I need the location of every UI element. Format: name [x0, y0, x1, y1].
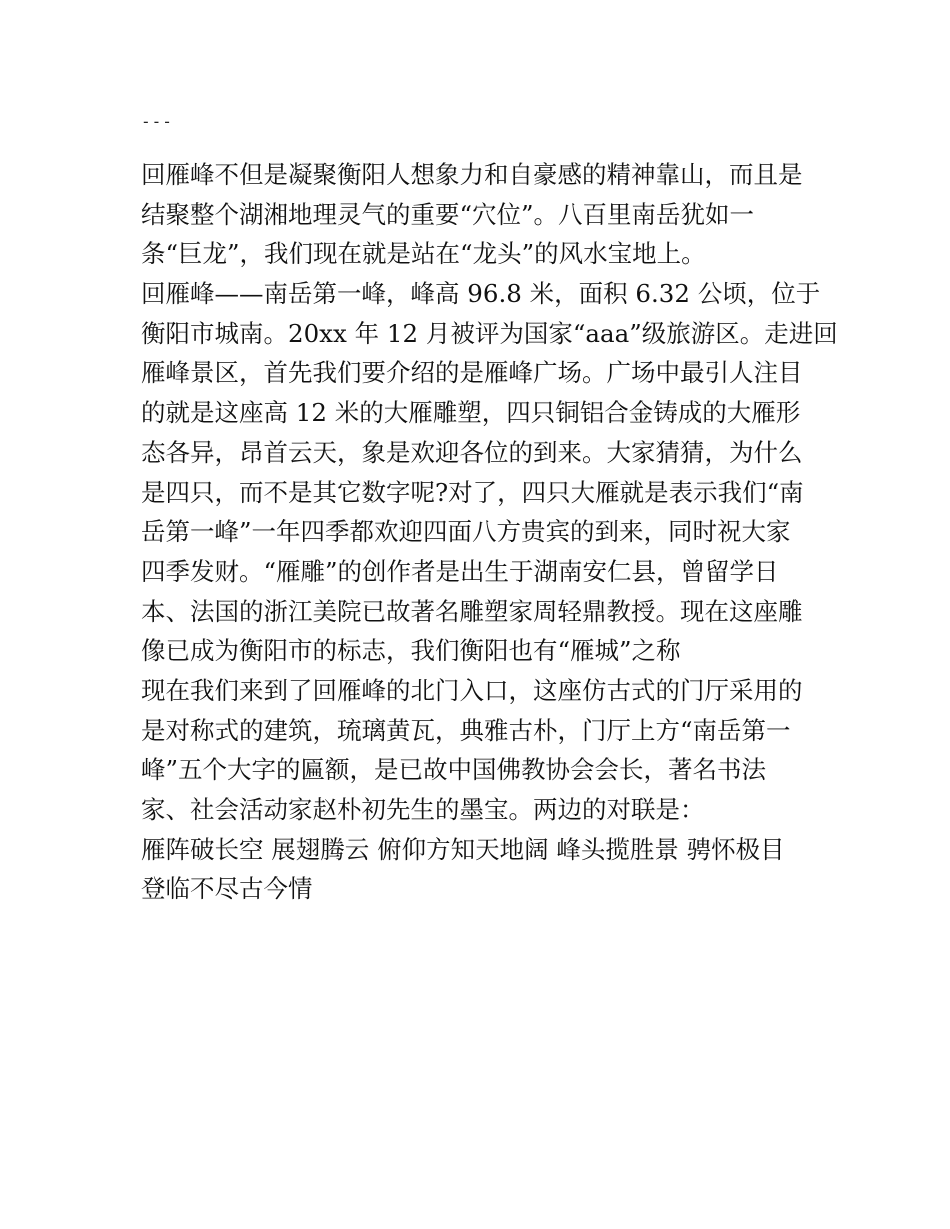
text-line: 岳第一峰”一年四季都欢迎四面八方贵宾的到来，同时祝大家	[141, 517, 791, 547]
body-text	[141, 155, 838, 909]
text-line: 是对称式的建筑，琉璃黄瓦，典雅古朴，门厅上方“南岳第一	[141, 715, 791, 745]
text-line: 条“巨龙”，我们现在就是站在“龙头”的风水宝地上。	[141, 239, 706, 269]
text-line: 峰”五个大字的匾额，是已故中国佛教协会会长，著名书法	[141, 755, 767, 785]
separator-line: ---	[141, 112, 173, 131]
text-line: 四季发财。“雁雕”的创作者是出生于湖南安仁县，曾留学日	[141, 556, 779, 586]
text-line: 本、法国的浙江美院已故著名雕塑家周轻鼎教授。现在这座雕	[141, 596, 803, 626]
text-line: 回雁峰——南岳第一峰，峰高 96.8 米，面积 6.32 公顷，位于	[141, 279, 821, 309]
text-line: 结聚整个湖湘地理灵气的重要“穴位”。八百里南岳犹如一	[141, 199, 755, 229]
text-line: 态各异，昂首云天，象是欢迎各位的到来。大家猜猜，为什么	[141, 437, 803, 467]
text-line: 的就是这座高 12 米的大雁雕塑，四只铜铝合金铸成的大雁形	[141, 398, 801, 428]
text-line: 像已成为衡阳市的标志，我们衡阳也有“雁城”之称	[141, 636, 681, 666]
text-line: 现在我们来到了回雁峰的北门入口，这座仿古式的门厅采用的	[141, 675, 803, 705]
text-line: 是四只，而不是其它数字呢?对了，四只大雁就是表示我们“南	[141, 477, 804, 507]
text-line: 衡阳市城南。20xx 年 12 月被评为国家“aaa”级旅游区。走进回	[141, 318, 838, 348]
text-line: 家、社会活动家赵朴初先生的墨宝。两边的对联是：	[141, 795, 705, 824]
text-line: 登临不尽古今情	[141, 874, 313, 904]
text-line: 回雁峰不但是凝聚衡阳人想象力和自豪感的精神靠山，而且是	[141, 160, 803, 189]
text-line: 雁阵破长空 展翅腾云 俯仰方知天地阔 峰头揽胜景 骋怀极目	[141, 834, 785, 864]
text-line: 雁峰景区，首先我们要介绍的是雁峰广场。广场中最引人注目	[141, 358, 803, 388]
